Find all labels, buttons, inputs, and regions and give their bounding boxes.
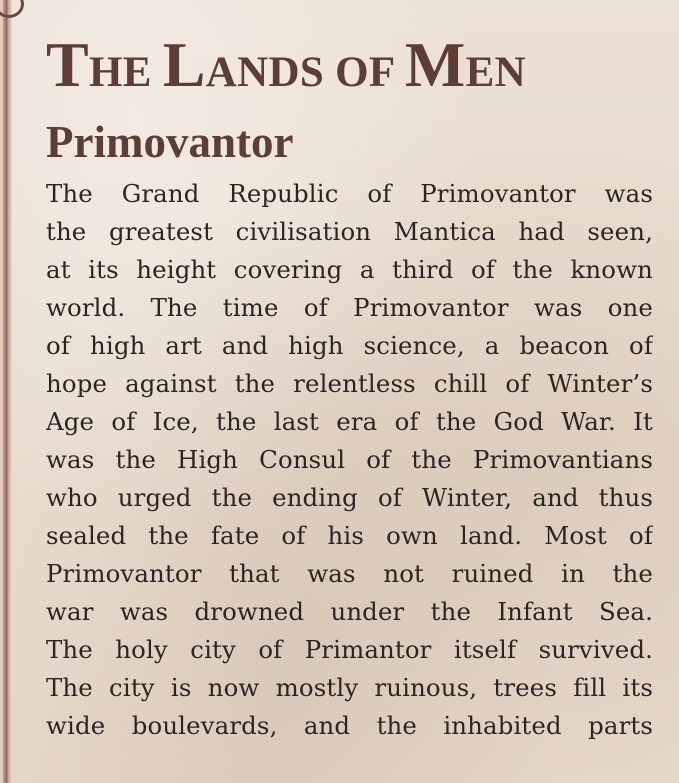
chapter-title-part-1: HE (89, 49, 163, 96)
chapter-title-initial-3: M (404, 29, 466, 100)
chapter-title-part-3: EN (465, 49, 526, 96)
body-line: sealed the fate of his own land. Most of (46, 521, 653, 550)
body-line: wide boulevards, and the inhabited parts (46, 711, 653, 740)
body-line: Primovantor that was not ruined in the (46, 559, 653, 588)
body-line: The holy city of Primantor itself survived. (46, 635, 653, 664)
chapter-title-initial-1: T (46, 29, 89, 100)
body-line: world. The time of Primovantor was one (46, 293, 653, 322)
body-line: The city is now mostly ruinous, trees fill its (46, 673, 653, 702)
page-border (0, 0, 12, 783)
page-content (46, 30, 658, 745)
body-line: was the High Consul of the Primovantians (46, 445, 653, 474)
chapter-title-initial-2: L (162, 29, 206, 100)
body-line: the greatest civilisation Mantica had seen, (46, 217, 653, 246)
body-line: Age of Ice, the last era of the God War. It (46, 407, 653, 436)
body-line: hope against the relentless chill of Winter’s (46, 369, 653, 398)
section-title: Primovantor (46, 117, 294, 167)
body-line: The Grand Republic of Primovantor was (46, 179, 653, 208)
chapter-title-part-2: ANDS OF (205, 49, 405, 96)
corner-ornament-icon (0, 0, 24, 18)
body-line: of high art and high science, a beacon of (46, 331, 653, 360)
body-line: who urged the ending of Winter, and thus (46, 483, 653, 512)
chapter-title (46, 30, 658, 102)
body-paragraph (46, 175, 653, 745)
body-line: at its height covering a third of the known (46, 255, 653, 284)
body-line: war was drowned under the Infant Sea. (46, 597, 653, 626)
